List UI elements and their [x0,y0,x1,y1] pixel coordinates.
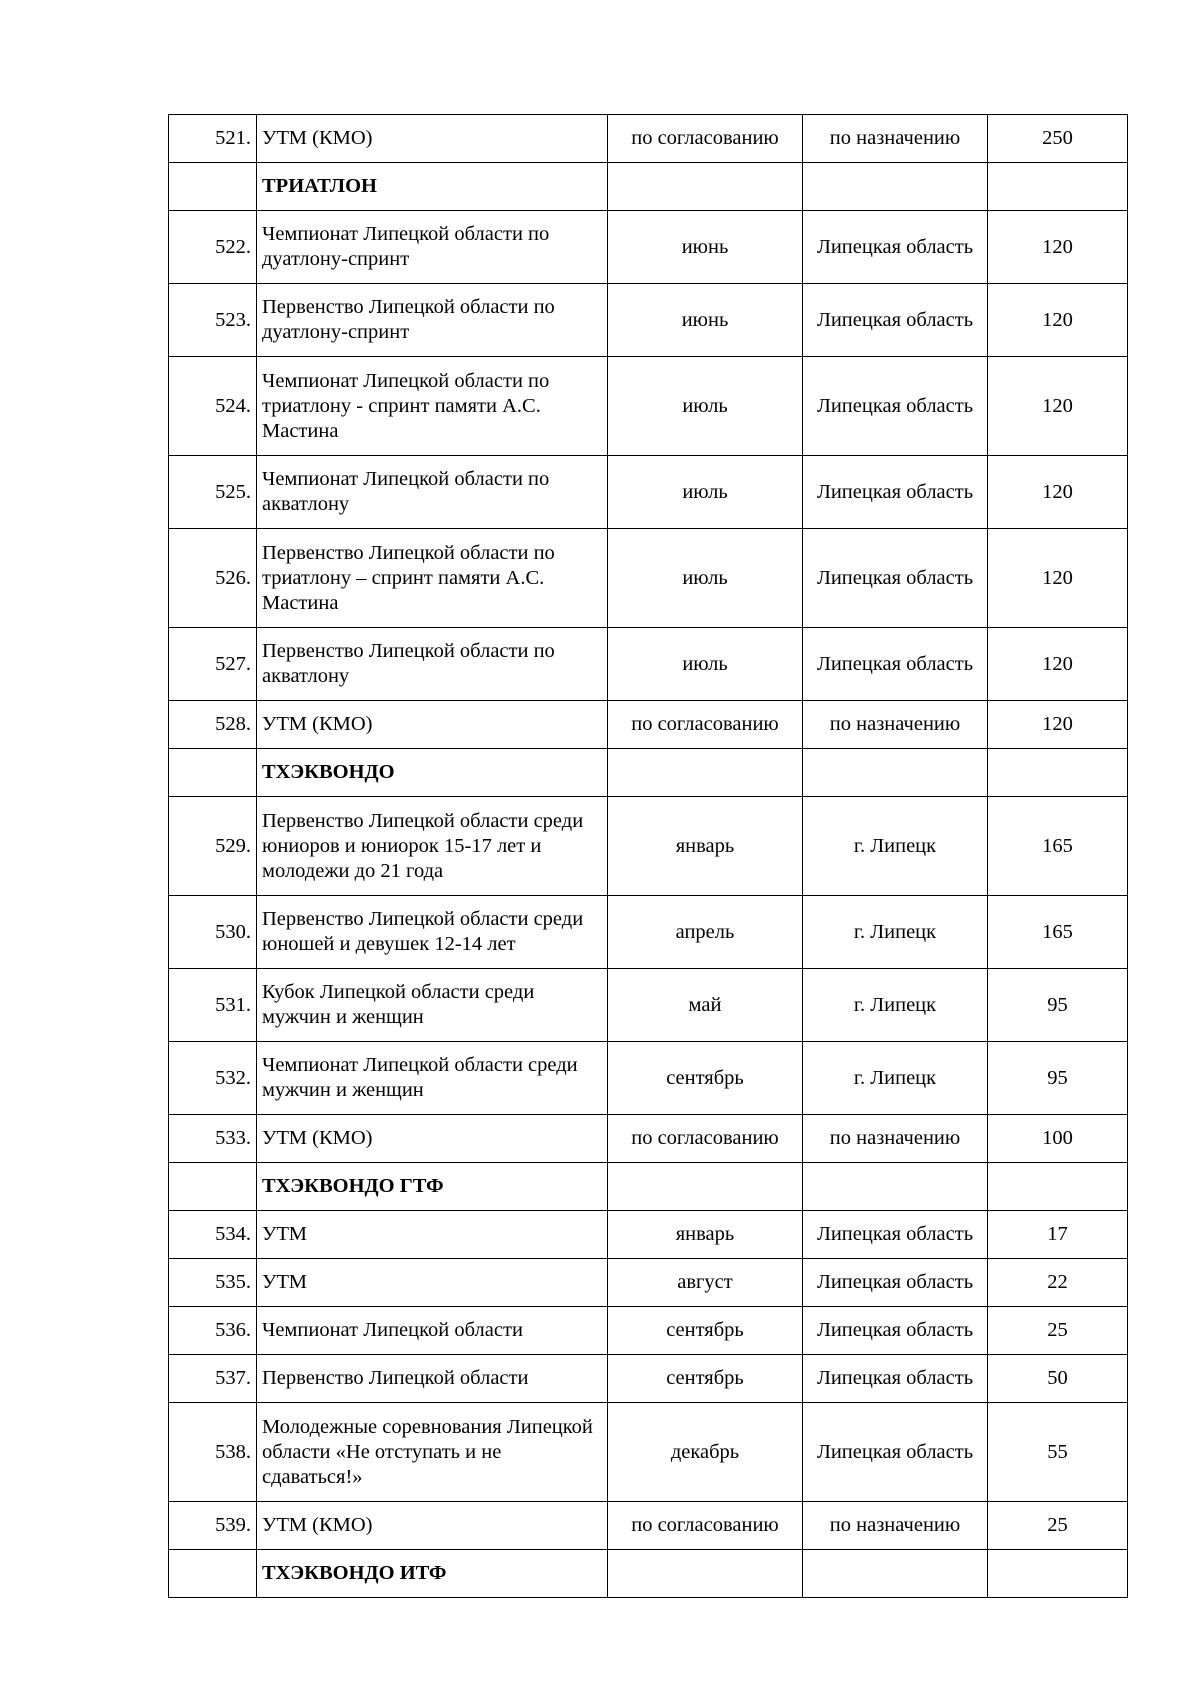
empty-cell [803,163,988,211]
event-name: Чемпионат Липецкой области по акватлону [257,456,608,529]
section-row [169,1163,1128,1211]
event-place: Липецкая область [803,628,988,701]
empty-cell [988,749,1128,797]
empty-cell [608,1163,803,1211]
event-date: апрель [608,896,803,969]
event-date: июль [608,529,803,628]
event-place: Липецкая область [803,1355,988,1403]
participant-count: 120 [988,211,1128,284]
section-title: ТХЭКВОНДО [257,749,608,797]
row-number: 521. [169,115,257,163]
event-date: сентябрь [608,1355,803,1403]
empty-cell [608,163,803,211]
section-title: ТХЭКВОНДО ГТФ [257,1163,608,1211]
row-number [169,1550,257,1598]
event-place: по назначению [803,1502,988,1550]
table-row [169,969,1128,1042]
participant-count: 100 [988,1115,1128,1163]
event-name: УТМ (КМО) [257,701,608,749]
event-name: Первенство Липецкой области среди юношей и девушек 12-14 лет [257,896,608,969]
row-number: 531. [169,969,257,1042]
event-date: сентябрь [608,1042,803,1115]
event-name: УТМ (КМО) [257,115,608,163]
event-name: Первенство Липецкой области среди юниоров и юниорок 15-17 лет и молодежи до 21 года [257,797,608,896]
table-row [169,1211,1128,1259]
participant-count: 120 [988,701,1128,749]
table-row [169,1042,1128,1115]
empty-cell [608,1550,803,1598]
participant-count: 250 [988,115,1128,163]
table-row [169,357,1128,456]
section-title: ТРИАТЛОН [257,163,608,211]
empty-cell [608,749,803,797]
event-date: сентябрь [608,1307,803,1355]
row-number: 536. [169,1307,257,1355]
event-place: по назначению [803,115,988,163]
section-row [169,749,1128,797]
event-date: август [608,1259,803,1307]
row-number [169,163,257,211]
event-date: июль [608,456,803,529]
participant-count: 165 [988,896,1128,969]
empty-cell [988,1163,1128,1211]
event-name: УТМ [257,1211,608,1259]
participant-count: 120 [988,456,1128,529]
event-place: Липецкая область [803,211,988,284]
event-name: Молодежные соревнования Липецкой области «Не отступать и не сдаваться!» [257,1403,608,1502]
table-row [169,1355,1128,1403]
row-number: 529. [169,797,257,896]
event-name: Первенство Липецкой области по дуатлону-спринт [257,284,608,357]
empty-cell [988,163,1128,211]
event-place: Липецкая область [803,1307,988,1355]
event-place: Липецкая область [803,1211,988,1259]
participant-count: 55 [988,1403,1128,1502]
row-number: 535. [169,1259,257,1307]
event-name: УТМ [257,1259,608,1307]
row-number: 528. [169,701,257,749]
event-place: г. Липецк [803,797,988,896]
empty-cell [803,1163,988,1211]
event-name: УТМ (КМО) [257,1502,608,1550]
row-number [169,1163,257,1211]
participant-count: 95 [988,1042,1128,1115]
event-place: г. Липецк [803,896,988,969]
table-row [169,456,1128,529]
participant-count: 120 [988,529,1128,628]
row-number: 530. [169,896,257,969]
row-number: 527. [169,628,257,701]
row-number: 525. [169,456,257,529]
event-date: по согласованию [608,701,803,749]
event-name: Чемпионат Липецкой области [257,1307,608,1355]
participant-count: 120 [988,284,1128,357]
event-place: по назначению [803,1115,988,1163]
participant-count: 50 [988,1355,1128,1403]
table-row [169,797,1128,896]
event-place: по назначению [803,701,988,749]
participant-count: 22 [988,1259,1128,1307]
event-date: июнь [608,284,803,357]
events-table [168,114,1128,1598]
row-number: 524. [169,357,257,456]
event-date: май [608,969,803,1042]
event-date: январь [608,797,803,896]
table-row [169,284,1128,357]
section-row [169,163,1128,211]
table-row [169,628,1128,701]
event-name: УТМ (КМО) [257,1115,608,1163]
empty-cell [803,749,988,797]
section-row [169,1550,1128,1598]
event-place: Липецкая область [803,357,988,456]
participant-count: 165 [988,797,1128,896]
table-row [169,1403,1128,1502]
table-row [169,1259,1128,1307]
table-row [169,896,1128,969]
participant-count: 120 [988,628,1128,701]
participant-count: 17 [988,1211,1128,1259]
table-row [169,1502,1128,1550]
event-name: Первенство Липецкой области [257,1355,608,1403]
event-name: Первенство Липецкой области по триатлону – спринт памяти А.С. Мастина [257,529,608,628]
event-name: Первенство Липецкой области по акватлону [257,628,608,701]
row-number: 534. [169,1211,257,1259]
event-name: Кубок Липецкой области среди мужчин и женщин [257,969,608,1042]
event-date: по согласованию [608,115,803,163]
event-date: январь [608,1211,803,1259]
event-name: Чемпионат Липецкой области по дуатлону-спринт [257,211,608,284]
event-place: Липецкая область [803,529,988,628]
table-row [169,701,1128,749]
empty-cell [803,1550,988,1598]
empty-cell [988,1550,1128,1598]
table-row [169,1307,1128,1355]
event-place: Липецкая область [803,284,988,357]
participant-count: 120 [988,357,1128,456]
row-number: 532. [169,1042,257,1115]
row-number: 523. [169,284,257,357]
event-date: июнь [608,211,803,284]
section-title: ТХЭКВОНДО ИТФ [257,1550,608,1598]
table-row [169,115,1128,163]
event-place: Липецкая область [803,456,988,529]
event-date: по согласованию [608,1502,803,1550]
event-name: Чемпионат Липецкой области среди мужчин и женщин [257,1042,608,1115]
table-row [169,1115,1128,1163]
participant-count: 25 [988,1307,1128,1355]
row-number: 538. [169,1403,257,1502]
event-name: Чемпионат Липецкой области по триатлону - спринт памяти А.С. Мастина [257,357,608,456]
event-place: Липецкая область [803,1403,988,1502]
table-row [169,211,1128,284]
event-date: июль [608,628,803,701]
participant-count: 95 [988,969,1128,1042]
row-number: 537. [169,1355,257,1403]
row-number: 533. [169,1115,257,1163]
row-number: 522. [169,211,257,284]
row-number [169,749,257,797]
event-date: декабрь [608,1403,803,1502]
event-date: по согласованию [608,1115,803,1163]
table-row [169,529,1128,628]
event-place: г. Липецк [803,969,988,1042]
event-place: г. Липецк [803,1042,988,1115]
event-place: Липецкая область [803,1259,988,1307]
participant-count: 25 [988,1502,1128,1550]
row-number: 539. [169,1502,257,1550]
event-date: июль [608,357,803,456]
row-number: 526. [169,529,257,628]
